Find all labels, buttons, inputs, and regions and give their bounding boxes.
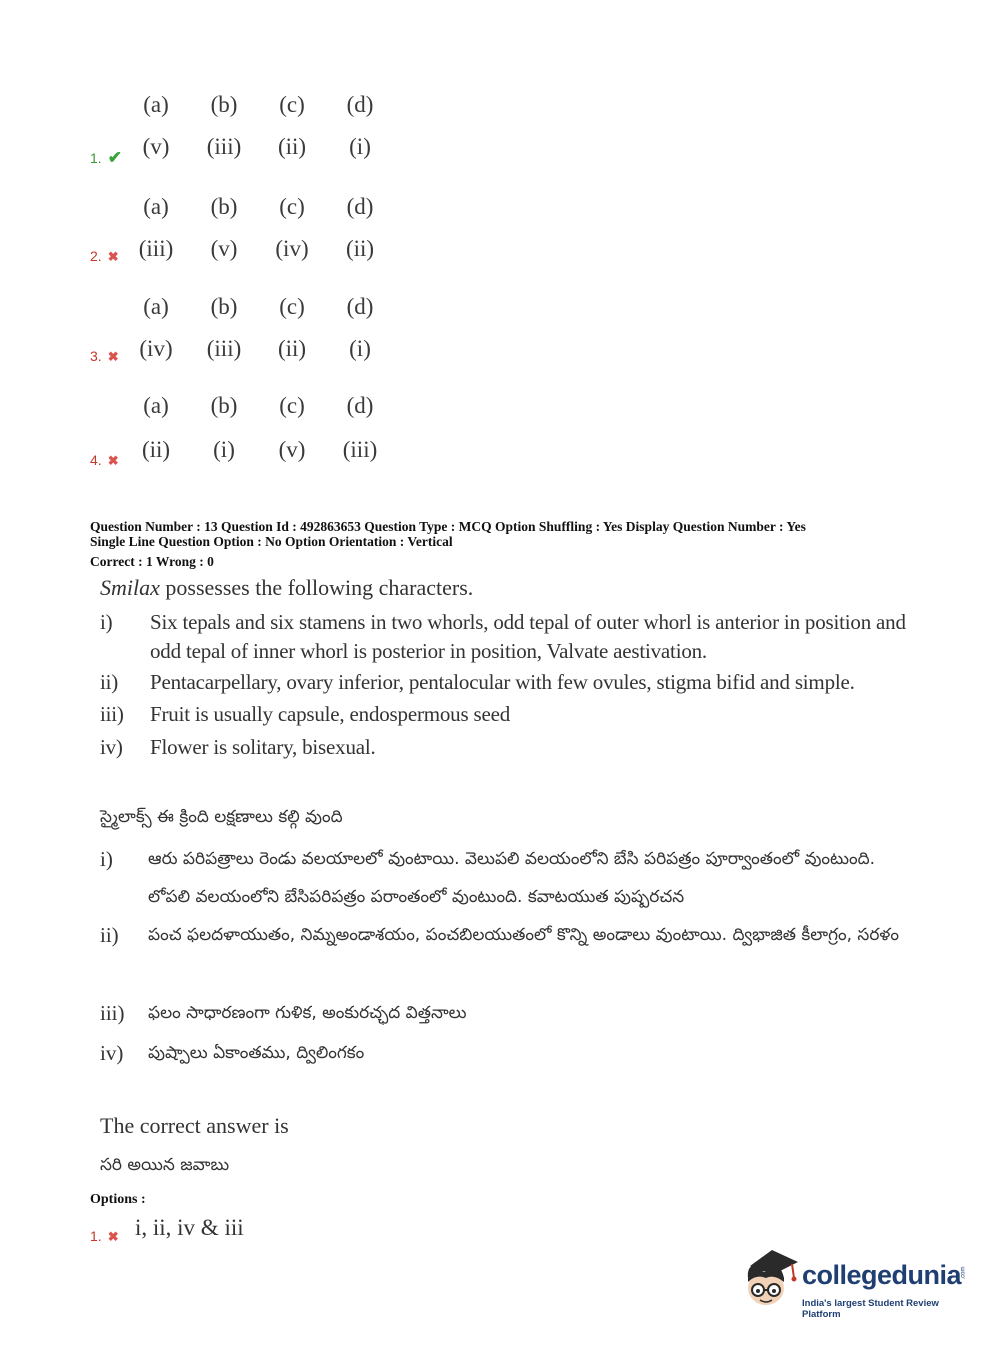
statement-number: i): [100, 847, 113, 871]
header-c: (c): [279, 92, 305, 117]
column-headers: [140, 294, 390, 324]
option-3[interactable]: [0, 294, 1001, 404]
value-c: (ii): [277, 134, 307, 159]
value-a: (iv): [139, 336, 173, 361]
column-headers: [140, 194, 390, 224]
header-b: (b): [210, 92, 238, 117]
value-a: (v): [142, 134, 170, 159]
option-marker: [90, 1228, 119, 1245]
header-a: (a): [143, 294, 169, 319]
option-number: 1.: [90, 1228, 102, 1244]
statement-number: iii): [100, 702, 124, 726]
column-headers: [140, 92, 390, 122]
statement-number: iv): [100, 735, 123, 759]
statement-text: ఫలం సాధారణంగా గుళిక, అంకురచ్ఛద విత్తనాలు: [148, 1003, 467, 1023]
value-b: (iii): [206, 336, 242, 361]
statement-text: ఆరు పరిపత్రాలు రెండు వలయాలలో వుంటాయి. వెలుపలి వలయంలోని బేసి పరిపత్రం పూర్వాంతంలో వుంటుంది. లోపలి వలయంలోని బేసిపరిపత్రం పరాంతంలో వుంటుంది. కవాటయుత పుష్పరచన: [148, 849, 876, 907]
header-d: (d): [346, 393, 374, 418]
option-1[interactable]: [0, 92, 1001, 202]
header-a: (a): [143, 92, 169, 117]
value-b: (v): [210, 236, 238, 261]
mascot-icon: [740, 1248, 800, 1310]
value-a: (iii): [138, 236, 174, 261]
value-d: (i): [349, 134, 371, 159]
header-b: (b): [210, 194, 238, 219]
value-c: (iv): [275, 236, 309, 261]
statement-text: పంచ ఫలదళాయుతం, నిమ్నఅండాశయం, పంచబిలయుతంలో కొన్ని అండాలు వుంటాయి. ద్విభాజిత కీలాగ్రం, సరళం: [148, 925, 900, 945]
option-number: 4.: [90, 452, 102, 468]
option-marker: [90, 248, 119, 265]
option-number: 2.: [90, 248, 102, 264]
question-intro: [100, 575, 473, 601]
cross-icon: ✖: [107, 1229, 119, 1244]
option-4[interactable]: [0, 393, 1001, 503]
statement-number: i): [100, 610, 113, 634]
statement-text: Pentacarpellary, ovary inferior, pentalocular with few ovules, stigma bifid and simple.: [150, 670, 855, 694]
header-d: (d): [346, 294, 374, 319]
statement-number: ii): [100, 670, 119, 694]
value-a: (ii): [141, 437, 171, 462]
column-values: [140, 236, 390, 266]
value-d: (ii): [345, 236, 375, 261]
option-marker: [90, 148, 122, 168]
header-d: (d): [346, 194, 374, 219]
question-intro-telugu: స్మైలాక్స్ ఈ క్రింది లక్షణాలు కల్గి వుంది: [100, 807, 343, 827]
header-c: (c): [279, 194, 305, 219]
question-intro-italic: Smilax: [100, 575, 160, 600]
cross-icon: ✖: [107, 249, 119, 264]
answer-option-text: i, ii, iv & iii: [135, 1215, 244, 1240]
question-meta-line1: Question Number : 13 Question Id : 492863653 Question Type : MCQ Option Shuffling : Yes Display Question Number : Yes: [90, 519, 806, 534]
value-b: (iii): [206, 134, 242, 159]
header-d: (d): [346, 92, 374, 117]
column-headers: [140, 393, 390, 423]
answer-option-1[interactable]: [90, 1215, 490, 1245]
statement-text: Six tepals and six stamens in two whorls, odd tepal of outer whorl is anterior in position and odd tepal of inner whorl is posterior in position, Valvate aestivation.: [150, 610, 906, 663]
header-c: (c): [279, 294, 305, 319]
column-values: [140, 437, 390, 467]
options-label: Options :: [90, 1192, 146, 1207]
cross-icon: ✖: [107, 453, 119, 468]
question-intro-rest: possesses the following characters.: [159, 575, 474, 600]
value-d: (i): [349, 336, 371, 361]
value-b: (i): [213, 437, 235, 462]
check-icon: ✔: [107, 148, 122, 167]
value-c: (v): [278, 437, 306, 462]
column-values: [140, 336, 390, 366]
header-b: (b): [210, 294, 238, 319]
column-values: [140, 134, 390, 164]
question-meta-line2: Single Line Question Option : No Option Orientation : Vertical: [90, 534, 453, 549]
header-c: (c): [279, 393, 305, 418]
statement-number: iv): [100, 1041, 124, 1065]
collegedunia-logo: [740, 1248, 980, 1318]
correct-wrong-marks: Correct : 1 Wrong : 0: [90, 554, 214, 569]
statement-text: Fruit is usually capsule, endospermous seed: [150, 702, 511, 726]
statement-text: పుష్పాలు ఏకాంతము, ద్విలింగకం: [148, 1043, 365, 1063]
statement-number: iii): [100, 1001, 125, 1025]
option-marker: [90, 452, 119, 469]
answer-prompt-telugu: సరి అయిన జవాబు: [100, 1155, 230, 1175]
option-marker: [90, 348, 119, 365]
brand-tagline: India's largest Student Review Platform: [802, 1298, 939, 1320]
brand-suffix: .com: [960, 1266, 967, 1280]
answer-prompt-english: The correct answer is: [100, 1113, 289, 1138]
brand-name: collegedunia: [802, 1260, 962, 1290]
statement-number: ii): [100, 923, 119, 947]
cross-icon: ✖: [107, 349, 119, 364]
option-number: 3.: [90, 348, 102, 364]
option-number: 1.: [90, 150, 102, 166]
header-a: (a): [143, 393, 169, 418]
option-2[interactable]: [0, 194, 1001, 304]
value-d: (iii): [342, 437, 378, 462]
value-c: (ii): [277, 336, 307, 361]
header-a: (a): [143, 194, 169, 219]
header-b: (b): [210, 393, 238, 418]
statement-text: Flower is solitary, bisexual.: [150, 735, 376, 759]
